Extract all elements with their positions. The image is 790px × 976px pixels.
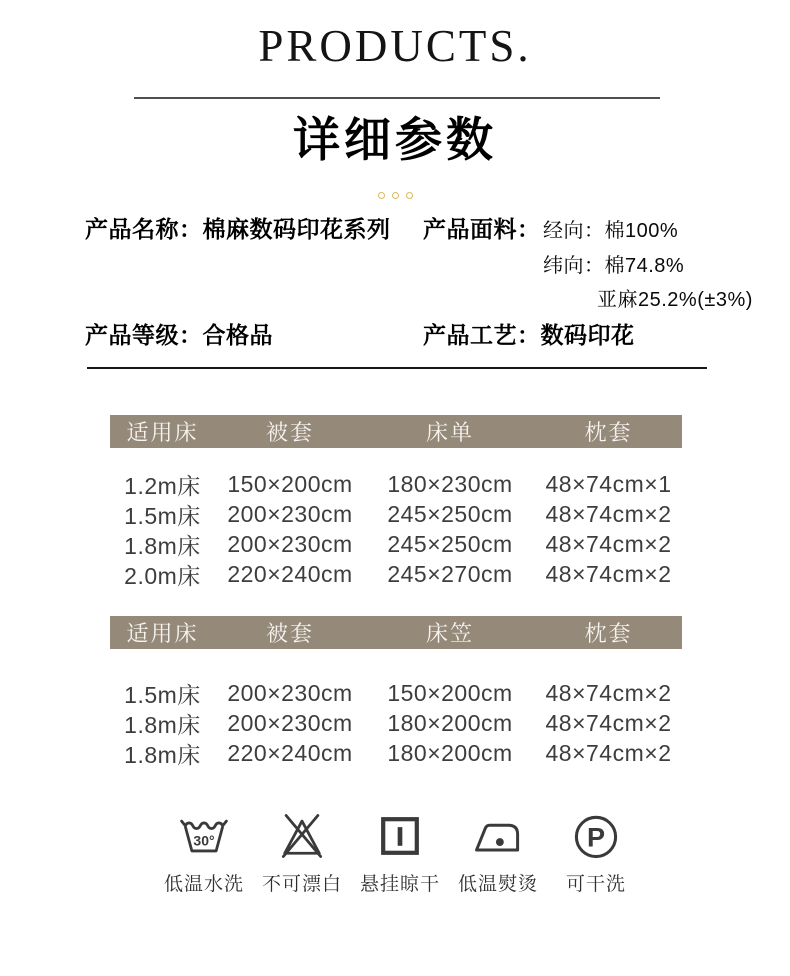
header-divider	[134, 97, 660, 99]
table-cell: 200×230cm	[227, 710, 353, 736]
table-cell: 48×74cm×1	[545, 471, 672, 497]
product-craft-label: 产品工艺：	[423, 322, 541, 348]
product-craft-row	[423, 317, 635, 350]
svg-text:P: P	[586, 822, 606, 853]
product-name-value: 棉麻数码印花系列	[202, 216, 391, 242]
product-grade-label: 产品等级：	[85, 322, 203, 348]
table-header-cell: 床笠	[425, 621, 474, 646]
table-header-cell: 适用床	[126, 621, 199, 646]
table-row	[110, 707, 682, 737]
fabric-warp-value: 经向：棉100%	[543, 220, 679, 242]
table-header-cell: 枕套	[584, 621, 633, 646]
care-item-dryclean	[550, 808, 642, 896]
table-cell: 200×230cm	[227, 531, 353, 557]
size-table-header	[110, 415, 682, 448]
table-cell: 1.8m床	[124, 712, 201, 738]
table-cell: 1.2m床	[124, 473, 201, 499]
table-cell: 48×74cm×2	[545, 501, 672, 527]
table-cell: 245×270cm	[387, 561, 513, 587]
table-cell: 1.8m床	[124, 742, 201, 768]
product-name-label: 产品名称：	[85, 216, 203, 242]
fabric-linen-value: 亚麻25.2%(±3%)	[597, 289, 753, 311]
size-table-sheet-set	[110, 415, 682, 588]
product-craft-value: 数码印花	[540, 322, 635, 348]
care-label: 低温熨烫	[457, 874, 538, 895]
table-cell: 220×240cm	[227, 561, 353, 587]
svg-text:30°: 30°	[193, 832, 215, 849]
table-cell: 180×200cm	[387, 740, 513, 766]
table-cell: 2.0m床	[124, 563, 201, 589]
iron-low-icon	[470, 808, 526, 864]
table-cell: 48×74cm×2	[545, 740, 672, 766]
care-label: 悬挂晾干	[359, 874, 440, 895]
dry-clean-icon	[568, 808, 624, 864]
fabric-weft-value: 纬向：棉74.8%	[543, 255, 685, 277]
table-row	[110, 677, 682, 707]
table-cell: 48×74cm×2	[545, 710, 672, 736]
care-label: 低温水洗	[163, 874, 244, 895]
care-item-wash	[158, 808, 250, 896]
table-row	[110, 737, 682, 767]
hang-dry-icon	[372, 808, 428, 864]
table-header-cell: 床单	[425, 420, 474, 445]
care-item-iron	[452, 808, 544, 896]
table-cell: 48×74cm×2	[545, 561, 672, 587]
size-table-header	[110, 616, 682, 649]
table-cell: 245×250cm	[387, 531, 513, 557]
table-row	[110, 498, 682, 528]
size-table-body	[110, 468, 682, 588]
table-header-cell: 被套	[265, 621, 314, 646]
section-divider	[87, 367, 707, 369]
accent-dot	[392, 192, 399, 199]
table-cell: 180×200cm	[387, 710, 513, 736]
table-cell: 200×230cm	[227, 501, 353, 527]
accent-dots	[0, 192, 790, 199]
fabric-label: 产品面料：	[423, 216, 541, 242]
accent-dot	[406, 192, 413, 199]
brand-title: PRODUCTS.	[258, 21, 532, 71]
size-table-body	[110, 677, 682, 767]
table-cell: 150×200cm	[387, 680, 513, 706]
product-grade-value: 合格品	[202, 322, 273, 348]
table-cell: 1.8m床	[124, 533, 201, 559]
table-header-cell: 适用床	[126, 420, 199, 445]
table-row	[110, 468, 682, 498]
wash-30-icon	[176, 808, 232, 864]
care-item-bleach	[256, 808, 348, 896]
table-row	[110, 558, 682, 588]
table-cell: 200×230cm	[227, 680, 353, 706]
care-label: 不可漂白	[261, 874, 342, 895]
table-row	[110, 528, 682, 558]
table-header-cell: 被套	[265, 420, 314, 445]
table-header-cell: 枕套	[584, 420, 633, 445]
care-label: 可干洗	[565, 874, 626, 895]
table-cell: 1.5m床	[124, 682, 201, 708]
product-grade-row	[85, 317, 273, 350]
table-cell: 48×74cm×2	[545, 680, 672, 706]
page-title: 详细参数	[293, 113, 497, 166]
size-table-fitted-set	[110, 616, 682, 767]
table-cell: 48×74cm×2	[545, 531, 672, 557]
care-instructions	[158, 808, 642, 896]
no-bleach-icon	[274, 808, 330, 864]
table-cell: 245×250cm	[387, 501, 513, 527]
product-name-row	[85, 211, 391, 244]
care-item-dry	[354, 808, 446, 896]
accent-dot	[378, 192, 385, 199]
table-cell: 180×230cm	[387, 471, 513, 497]
table-cell: 150×200cm	[227, 471, 353, 497]
table-cell: 1.5m床	[124, 503, 201, 529]
table-cell: 220×240cm	[227, 740, 353, 766]
